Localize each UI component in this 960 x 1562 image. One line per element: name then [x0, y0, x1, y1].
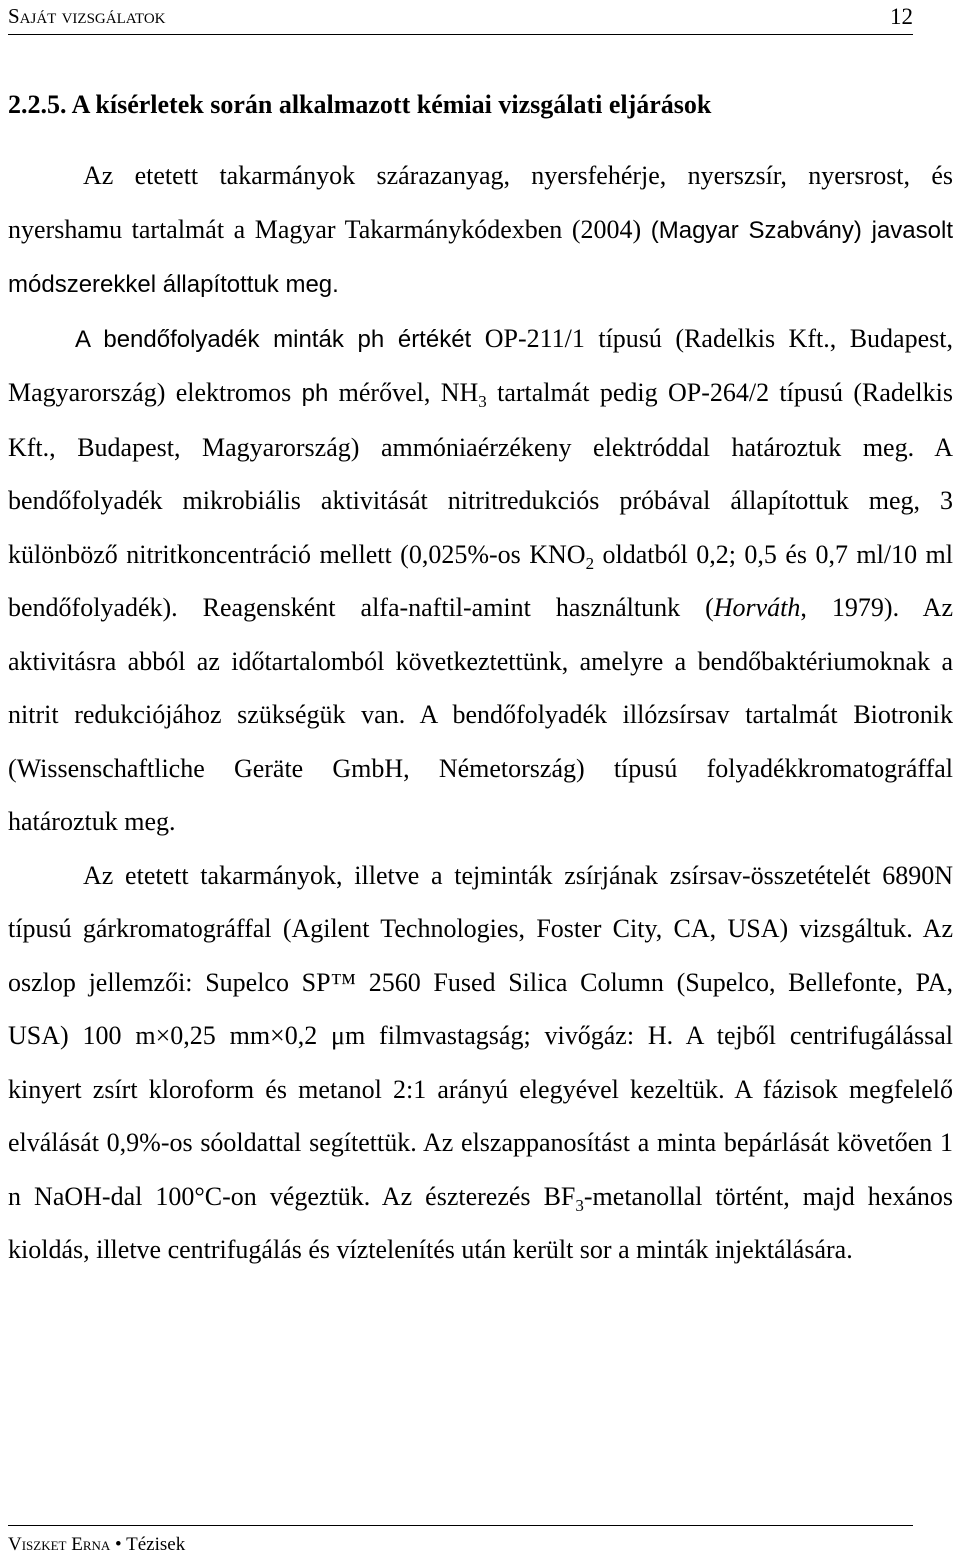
body-text: [8, 149, 953, 1277]
page-header: [8, 0, 913, 35]
page-number: 12: [890, 4, 913, 29]
page-footer: [8, 1525, 913, 1562]
paragraph-1: Az etetett takarmányok szárazanyag, nyersfehérje, nyerszsír, nyersrost, és nyershamu tartalmát a Magyar Takarmánykódexben (2004) (Magyar Szabvány) javasolt módszerekkel állapítottuk meg. A bendőfolyadék minták ph értékét OP-211/1 típusú (Radelkis Kft., Budapest, Magyarország) elektromos ph mérővel, $NH_3$ tartalmát pedig OP-264/2 típusú (Radelkis Kft., Budapest, Magyarország) ammóniaérzékeny elektróddal határoztuk meg. A bendőfolyadék mikrobiális aktivitását nitritredukciós próbával állapítottuk meg, 3 különböző nitritkoncentráció mellett (0,025%-os $KNO_2$ oldatból 0,2; 0,5 és 0,7 ml/10 ml bendőfolyadék). Reagensként alfa-naftil-amint használtunk (Horváth, 1979). Az aktivitásra abból az időtartalomból következtettünk, amelyre a bendőbaktériumoknak a nitrit redukciójához szükségük van. A bendőfolyadék illózsírsav tartalmát Biotronik (Wissenschaftliche Geräte GmbH, Németország) típusú folyadékkromatográffal határoztuk meg.: [8, 161, 954, 836]
running-header: Saját vizsgálatok: [8, 4, 166, 28]
paragraph-2: Az etetett takarmányok, illetve a tejminták zsírjának zsírsav-összetételét 6890N típusú gárkromatográffal (Agilent Technologies, Foster City, CA, USA) vizsgáltuk. Az oszlop jellemzői: Supelco SP™ 2560 Fused Silica Column (Supelco, Bellefonte, PA, USA) 100 m×0,25 mm×0,2 μm filmvastagság; vivőgáz: H. A tejből centrifugálással kinyert zsírt kloroform és metanol 2:1 arányú elegyével kezeltük. A fázisok megfelelő elválását 0,9%-os sóoldattal segítettük. Az elszappanosítást a minta bepárlását követően 1 n NaOH-dal 100°C-on végeztük. Az észterezés $BF_3$-metanollal történt, majd hexános kioldás, illetve centrifugálás és víztelenítés után került sor a minták injektálására.: [8, 860, 953, 1264]
footer-text: Viszket Erna • Tézisek: [8, 1534, 186, 1555]
section-title: 2.2.5. A kísérletek során alkalmazott kémiai vizsgálati eljárások: [8, 90, 712, 119]
